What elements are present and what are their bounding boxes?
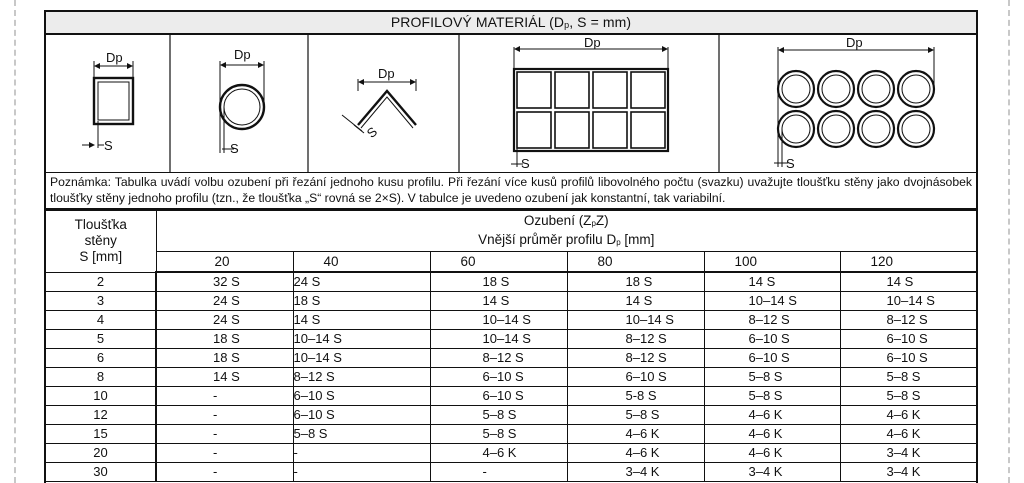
tooth-pitch-cell: 10–14 S [430, 311, 567, 330]
tooth-pitch-cell: 4–6 K [567, 444, 704, 463]
tooth-pitch-cell: 3–4 K [840, 463, 976, 482]
diameter-header: 100 [704, 252, 840, 273]
tooth-pitch-cell: 24 S [156, 292, 293, 311]
thickness-cell: 3 [46, 292, 156, 311]
tooth-pitch-cell: 10–14 S [704, 292, 840, 311]
profile-diagrams [46, 35, 976, 173]
tooth-pitch-cell: - [156, 463, 293, 482]
square-tube-icon [82, 61, 133, 148]
tooth-pitch-cell: 5–8 S [704, 387, 840, 406]
tooth-pitch-cell: 8–12 S [704, 311, 840, 330]
table-row [46, 387, 976, 406]
tooth-pitch-cell: 14 S [430, 292, 567, 311]
s-label-angle: S [363, 123, 381, 141]
diameter-header-row [46, 252, 976, 273]
tooth-pitch-cell: 5–8 S [704, 368, 840, 387]
table-row [46, 444, 976, 463]
tooth-pitch-cell: 14 S [567, 292, 704, 311]
tooth-pitch-cell: - [156, 387, 293, 406]
tooth-pitch-cell: 5-8 S [567, 387, 704, 406]
dp-label-round: Dp [234, 47, 251, 62]
tooth-pitch-cell: 6–10 S [293, 387, 430, 406]
tooth-pitch-cell: 5–8 S [567, 406, 704, 425]
thickness-cell: 30 [46, 463, 156, 482]
profile-shapes-svg [46, 35, 976, 172]
note-text: Poznámka: Tabulka uvádí volbu ozubení při řezání jednoho kusu profilu. Při řezání více kusů profilů libovolného počtu (svazku) uvažujte tloušťku stěny jako dvojnásobek tloušťky stěny jednoho profilu (tzn., že tloušťka „S“ rovná se 2×S). V tabulce je uvedeno ozubení jak konstantní, tak variabilní. [46, 173, 976, 210]
round-tube-icon [220, 61, 264, 153]
tooth-pitch-cell: 8–12 S [567, 349, 704, 368]
diameter-header: 80 [567, 252, 704, 273]
tooth-pitch-cell: 5–8 S [840, 368, 976, 387]
tooth-pitch-cell: 24 S [156, 311, 293, 330]
table-row [46, 272, 976, 292]
tooth-pitch-cell: 4–6 K [840, 406, 976, 425]
tooth-pitch-cell: 3–4 K [840, 444, 976, 463]
thickness-cell: 12 [46, 406, 156, 425]
tooth-pitch-cell: 10–14 S [293, 330, 430, 349]
tooth-pitch-cell: - [156, 444, 293, 463]
table-row [46, 406, 976, 425]
table-row [46, 425, 976, 444]
tooth-pitch-cell: 14 S [704, 272, 840, 292]
tooth-pitch-cell: 8–12 S [567, 330, 704, 349]
square-bundle-icon [511, 47, 668, 167]
tooth-pitch-cell: 14 S [840, 272, 976, 292]
tooth-pitch-cell: 6–10 S [704, 349, 840, 368]
s-label-round-bundle: S [786, 156, 795, 171]
section-title: PROFILOVÝ MATERIÁL ($D_p$, S = mm) [46, 12, 976, 35]
tooth-pitch-cell: 8–12 S [293, 368, 430, 387]
tooth-pitch-cell: 5–8 S [840, 387, 976, 406]
tooth-pitch-cell: 10–14 S [840, 292, 976, 311]
tooth-pitch-cell: 6–10 S [430, 368, 567, 387]
tooth-pitch-cell: 6–10 S [840, 330, 976, 349]
tooth-group-header: Ozubení $(Z_pZ)$ Vnější průměr profilu $D_p$ [mm] [156, 211, 976, 252]
table-row [46, 463, 976, 482]
thickness-cell: 2 [46, 272, 156, 292]
s-label-round: S [230, 141, 239, 156]
tooth-pitch-cell: 6–10 S [840, 349, 976, 368]
tooth-pitch-cell: 10–14 S [430, 330, 567, 349]
tooth-pitch-cell: 4–6 K [567, 425, 704, 444]
thickness-cell: 5 [46, 330, 156, 349]
table-row [46, 292, 976, 311]
tooth-pitch-cell: 32 S [156, 272, 293, 292]
tooth-pitch-cell: 3–4 K [567, 463, 704, 482]
table-row [46, 368, 976, 387]
tooth-pitch-cell: 4–6 K [704, 406, 840, 425]
tooth-pitch-cell: 4–6 K [840, 425, 976, 444]
tooth-pitch-cell: 5–8 S [430, 425, 567, 444]
tooth-pitch-cell: 6–10 S [567, 368, 704, 387]
s-label-square-bundle: S [521, 156, 530, 171]
thickness-header: Tloušťka stěny S [mm] [46, 211, 156, 273]
tooth-pitch-cell: 14 S [156, 368, 293, 387]
tooth-pitch-cell: 18 S [430, 272, 567, 292]
tooth-pitch-cell: - [156, 406, 293, 425]
dp-label-angle: Dp [378, 66, 395, 81]
table-row [46, 349, 976, 368]
tooth-pitch-cell: - [293, 463, 430, 482]
tooth-pitch-cell: 18 S [567, 272, 704, 292]
profile-material-sheet [44, 10, 978, 483]
tooth-pitch-cell: - [430, 463, 567, 482]
thickness-cell: 10 [46, 387, 156, 406]
tooth-pitch-cell: 18 S [156, 330, 293, 349]
tooth-pitch-cell: 4–6 K [430, 444, 567, 463]
tooth-pitch-cell: 6–10 S [430, 387, 567, 406]
tooth-pitch-cell: 14 S [293, 311, 430, 330]
angle-profile-icon [342, 79, 416, 133]
thickness-cell: 8 [46, 368, 156, 387]
thickness-cell: 4 [46, 311, 156, 330]
tooth-pitch-cell: - [156, 425, 293, 444]
tooth-pitch-cell: 4–6 K [704, 444, 840, 463]
diameter-header: 120 [840, 252, 976, 273]
thickness-cell: 20 [46, 444, 156, 463]
tooth-pitch-cell: 5–8 S [430, 406, 567, 425]
dp-label-square-bundle: Dp [584, 35, 601, 50]
tooth-pitch-cell: 24 S [293, 272, 430, 292]
diameter-header: 20 [156, 252, 293, 273]
tooth-pitch-cell: 10–14 S [567, 311, 704, 330]
left-dashed-margin [14, 0, 16, 483]
tooth-pitch-cell: 5–8 S [293, 425, 430, 444]
tooth-pitch-cell: 6–10 S [704, 330, 840, 349]
right-dashed-margin [1008, 0, 1010, 483]
tooth-pitch-cell: - [293, 444, 430, 463]
thickness-cell: 15 [46, 425, 156, 444]
tooth-pitch-cell: 8–12 S [840, 311, 976, 330]
s-label-square: S [104, 138, 113, 153]
tooth-pitch-cell: 18 S [156, 349, 293, 368]
diameter-header: 40 [293, 252, 430, 273]
tooth-pitch-cell: 18 S [293, 292, 430, 311]
tooth-pitch-cell: 3–4 K [704, 463, 840, 482]
tooth-pitch-cell: 4–6 K [704, 425, 840, 444]
tooth-pitch-table [46, 210, 976, 482]
table-row [46, 311, 976, 330]
round-bundle-icon [774, 47, 934, 167]
thickness-cell: 6 [46, 349, 156, 368]
dp-label-square: Dp [106, 50, 123, 65]
table-row [46, 330, 976, 349]
tooth-pitch-cell: 10–14 S [293, 349, 430, 368]
diameter-header: 60 [430, 252, 567, 273]
tooth-pitch-cell: 6–10 S [293, 406, 430, 425]
dp-label-round-bundle: Dp [846, 35, 863, 50]
tooth-pitch-cell: 8–12 S [430, 349, 567, 368]
